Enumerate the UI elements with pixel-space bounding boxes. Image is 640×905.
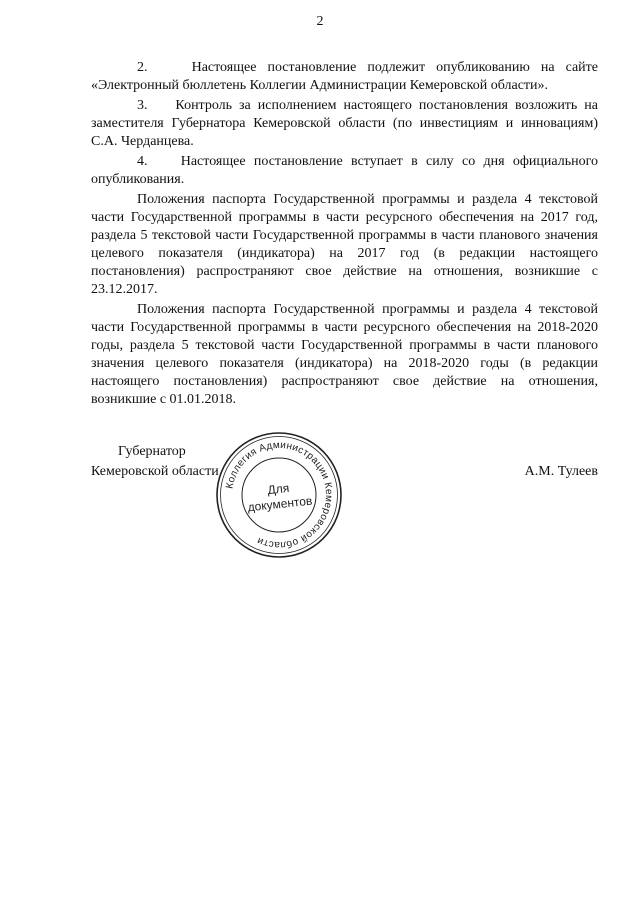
paragraph-effective-date: 4. Настоящее постановление вступает в силу со дня официального опубликования.	[91, 154, 598, 187]
seal-center-line2: документов	[246, 493, 313, 515]
seal-ring-text: Коллегия Администрации Кемеровской области	[224, 439, 335, 551]
page-number: 2	[316, 14, 324, 29]
seal-center-line1: Для	[266, 480, 290, 498]
document-body	[91, 59, 598, 411]
official-seal	[214, 430, 344, 560]
signature-region: Кемеровской области	[91, 464, 219, 479]
paragraph-publication: 2. Настоящее постановление подлежит опубликованию на сайте «Электронный бюллетень Коллегии Администрации Кемеровской области».	[91, 60, 598, 93]
paragraph-provisions-2018-2020: Положения паспорта Государственной программы и раздела 4 текстовой части Государственной программы в части ресурсного обеспечения на 2018-2020 годы, раздела 5 текстовой части Государственной программы в части планового значения целевого показателя (индикатора) на 2018-2020 годы (в редакции настоящего постановления) распространяют свое действие на отношения, возникшие с 01.01.2018.	[91, 302, 598, 407]
paragraph-provisions-2017: Положения паспорта Государственной программы и раздела 4 текстовой части Государственной программы в части ресурсного обеспечения на 2017 год, раздела 5 текстовой части Государственной программы в части планового значения целевого показателя (индикатора) на 2017 год (в редакции настоящего постановления) распространяют свое действие на отношения, возникшие с 23.12.2017.	[91, 192, 598, 297]
paragraph-control: 3. Контроль за исполнением настоящего постановления возложить на заместителя Губернатора Кемеровской области (по инвестициям и инновациям) С.А. Черданцева.	[91, 98, 598, 149]
signature-name: А.М. Тулеев	[524, 464, 598, 479]
signature-title	[91, 442, 219, 482]
signature-position: Губернатор	[118, 444, 186, 459]
